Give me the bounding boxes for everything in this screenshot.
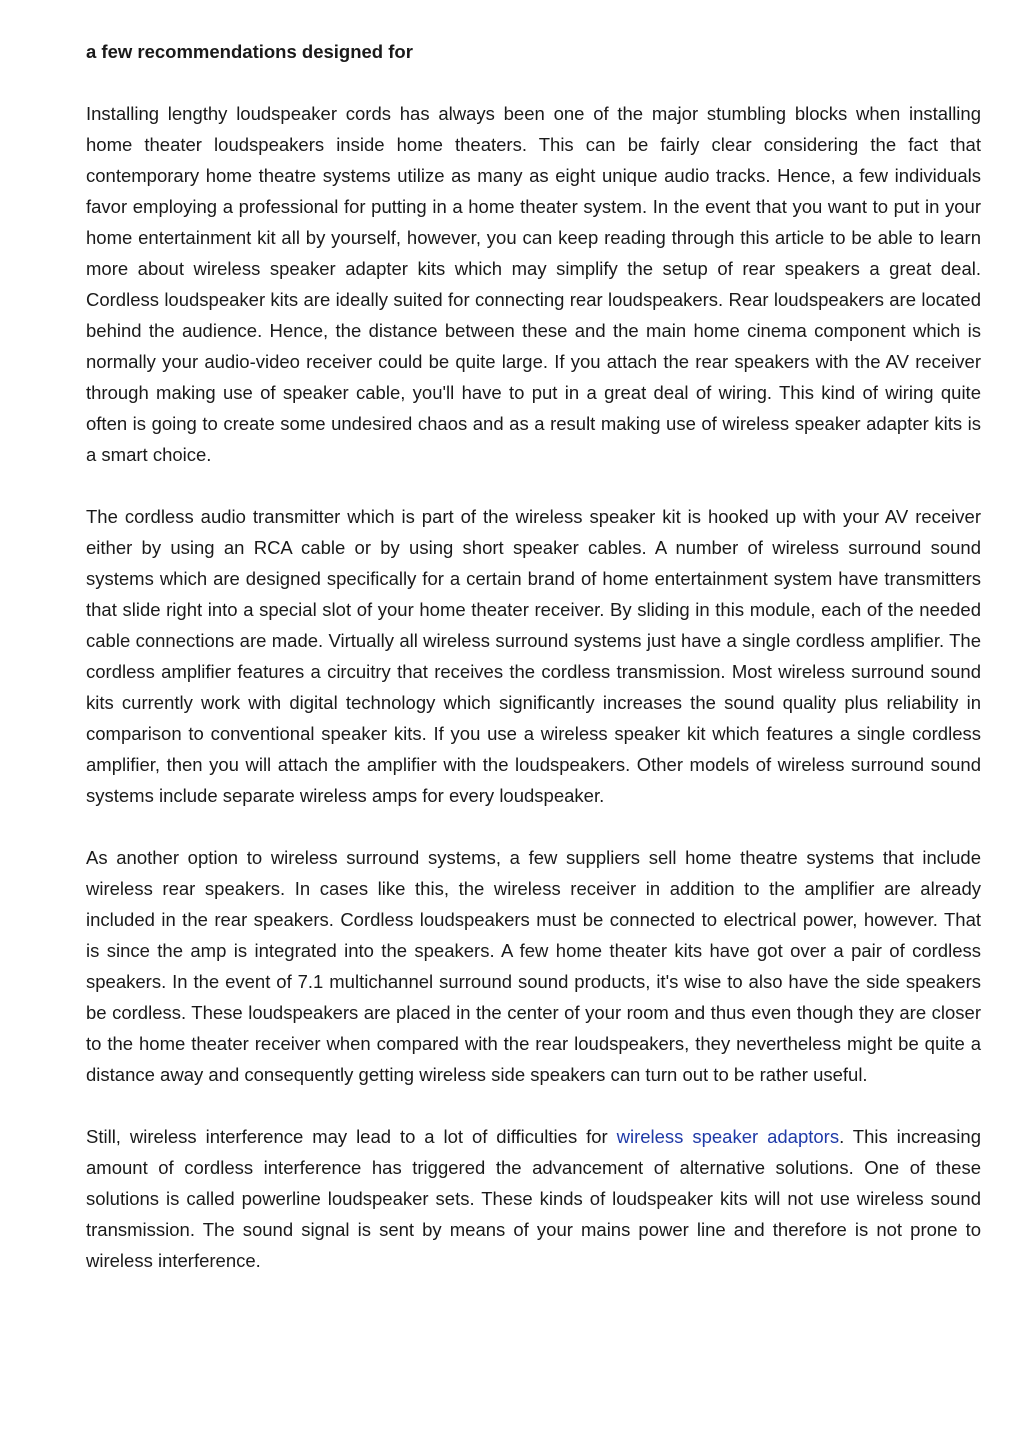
paragraph-4	[86, 1121, 981, 1276]
paragraph-4-text-after-link: . This increasing amount of cordless interference has triggered the advancement of alternative solutions. One of these solutions is called powerline loudspeaker sets. These kinds of loudspeaker kits will not use wireless sound transmission. The sound signal is sent by means of your mains power line and therefore is not prone to wireless interference.	[86, 1126, 981, 1271]
paragraph-1: Installing lengthy loudspeaker cords has always been one of the major stumbling blocks when installing home theater loudspeakers inside home theaters. This can be fairly clear considering the fact that contemporary home theatre systems utilize as many as eight unique audio tracks. Hence, a few individuals favor employing a professional for putting in a home theater system. In the event that you want to put in your home entertainment kit all by yourself, however, you can keep reading through this article to be able to learn more about wireless speaker adapter kits which may simplify the setup of rear speakers a great deal. Cordless loudspeaker kits are ideally suited for connecting rear loudspeakers. Rear loudspeakers are located behind the audience. Hence, the distance between these and the main home cinema component which is normally your audio-video receiver could be quite large. If you attach the rear speakers with the AV receiver through making use of speaker cable, you'll have to put in a great deal of wiring. This kind of wiring quite often is going to create some undesired chaos and as a result making use of wireless speaker adapter kits is a smart choice.	[86, 103, 981, 465]
paragraph-2: The cordless audio transmitter which is part of the wireless speaker kit is hooked up with your AV receiver either by using an RCA cable or by using short speaker cables. A number of wireless surround sound systems which are designed specifically for a certain brand of home entertainment system have transmitters that slide right into a special slot of your home theater receiver. By sliding in this module, each of the needed cable connections are made. Virtually all wireless surround systems just have a single cordless amplifier. The cordless amplifier features a circuitry that receives the cordless transmission. Most wireless surround sound kits currently work with digital technology which significantly increases the sound quality plus reliability in comparison to conventional speaker kits. If you use a wireless speaker kit which features a single cordless amplifier, then you will attach the amplifier with the loudspeakers. Other models of wireless surround sound systems include separate wireless amps for every loudspeaker.	[86, 506, 981, 806]
wireless-speaker-adaptors-link[interactable]: wireless speaker adaptors	[616, 1126, 840, 1147]
document-title: a few recommendations designed for	[86, 41, 413, 62]
document-page	[86, 36, 981, 1276]
paragraph-3: As another option to wireless surround systems, a few suppliers sell home theatre systems that include wireless rear speakers. In cases like this, the wireless receiver in addition to the amplifier are already included in the rear speakers. Cordless loudspeakers must be connected to electrical power, however. That is since the amp is integrated into the speakers. A few home theater kits have got over a pair of cordless speakers. In the event of 7.1 multichannel surround sound products, it's wise to also have the side speakers be cordless. These loudspeakers are placed in the center of your room and thus even though they are closer to the home theater receiver when compared with the rear loudspeakers, they nevertheless might be quite a distance away and consequently getting wireless side speakers can turn out to be rather useful.	[86, 847, 981, 1085]
paragraph-4-text-before-link: Still, wireless interference may lead to a lot of difficulties for	[86, 1126, 617, 1147]
